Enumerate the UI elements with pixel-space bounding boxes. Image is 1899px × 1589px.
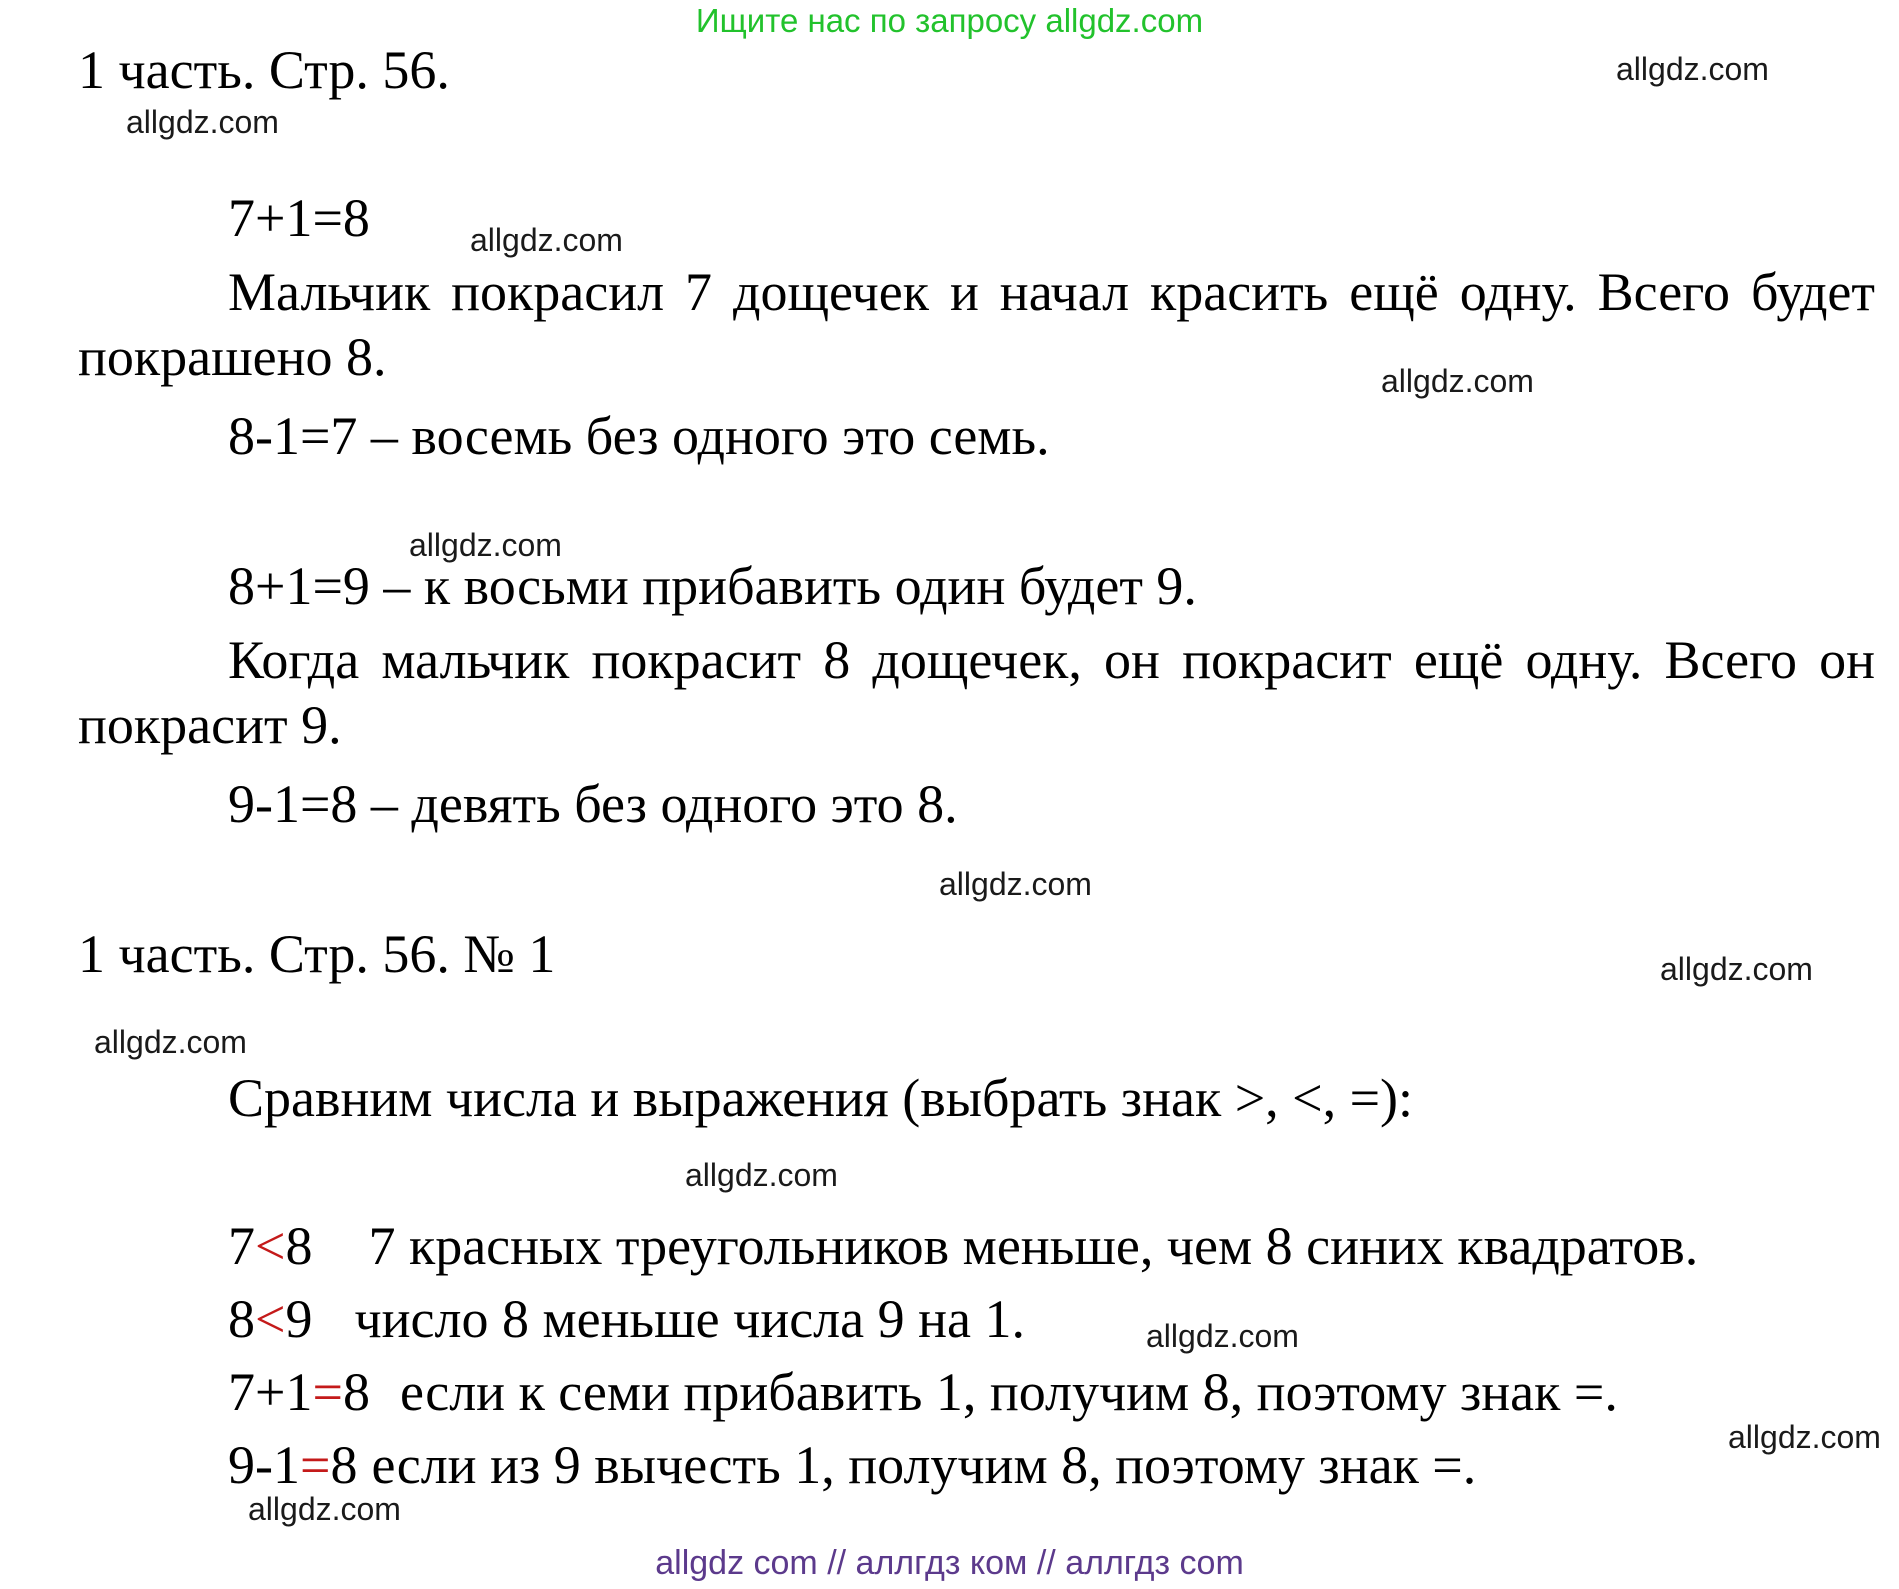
watermark: allgdz.com	[685, 1157, 838, 1193]
watermark: allgdz.com	[470, 222, 623, 258]
watermark: allgdz.com	[1146, 1318, 1299, 1354]
comparison-row	[228, 1433, 1476, 1498]
section-2-title: 1 часть. Стр. 56. № 1	[78, 924, 556, 984]
comparison-sign: <	[255, 1216, 286, 1276]
footer-links[interactable]: allgdz com // аллгдз ком // аллгдз com	[655, 1544, 1244, 1582]
compare-intro: Сравним числа и выражения (выбрать знак >, <, =):	[228, 1068, 1414, 1128]
watermark: allgdz.com	[1381, 363, 1534, 399]
comparison-right: 9	[285, 1289, 313, 1349]
section-1-title: 1 часть. Стр. 56.	[78, 40, 450, 100]
equation-line: 8-1=7 – восемь без одного это семь.	[228, 406, 1050, 466]
watermark: allgdz.com	[939, 866, 1092, 902]
comparison-sign: =	[312, 1362, 343, 1422]
watermark: allgdz.com	[126, 104, 279, 140]
watermark: allgdz.com	[1660, 951, 1813, 987]
equation-line: 9-1=8 – девять без одного это 8.	[228, 774, 958, 834]
comparison-right: 8	[342, 1362, 370, 1422]
watermark: allgdz.com	[94, 1024, 247, 1060]
equation-line: 7+1=8	[228, 188, 370, 248]
comparison-explanation: число 8 меньше числа 9 на 1.	[354, 1289, 1025, 1349]
comparison-explanation: если из 9 вычесть 1, получим 8, поэтому знак =.	[371, 1435, 1477, 1495]
top-banner[interactable]: Ищите нас по запросу allgdz.com	[695, 2, 1204, 39]
paragraph-text: Когда мальчик покрасит 8 дощечек, он покрасит ещё одну. Всего он покрасит 9.	[78, 630, 1875, 755]
equation-line: 8+1=9 – к восьми прибавить один будет 9.	[228, 556, 1197, 616]
paragraph-text: Мальчик покрасил 7 дощечек и начал красить ещё одну. Всего будет покрашено 8.	[78, 262, 1875, 387]
comparison-row	[228, 1360, 1618, 1425]
watermark: allgdz.com	[1728, 1419, 1881, 1455]
comparison-right: 8	[285, 1216, 313, 1276]
comparison-left: 8	[228, 1289, 255, 1349]
watermark: allgdz.com	[248, 1491, 401, 1527]
comparison-row	[228, 1214, 1698, 1279]
comparison-row	[228, 1287, 1025, 1352]
paragraph-when-boy-paints	[78, 628, 1875, 758]
comparison-right: 8	[330, 1435, 358, 1495]
comparison-left: 7	[228, 1216, 255, 1276]
comparison-explanation: 7 красных треугольников меньше, чем 8 синих квадратов.	[368, 1216, 1699, 1276]
watermark: allgdz.com	[1616, 51, 1769, 87]
paragraph-boy-painted	[78, 260, 1875, 390]
comparison-explanation: если к семи прибавить 1, получим 8, поэтому знак =.	[399, 1362, 1618, 1422]
comparison-sign: <	[255, 1289, 286, 1349]
comparison-sign: =	[299, 1435, 331, 1495]
watermark: allgdz.com	[409, 527, 562, 563]
comparison-left: 7+1	[228, 1362, 313, 1422]
comparison-left: 9-1	[228, 1435, 300, 1495]
